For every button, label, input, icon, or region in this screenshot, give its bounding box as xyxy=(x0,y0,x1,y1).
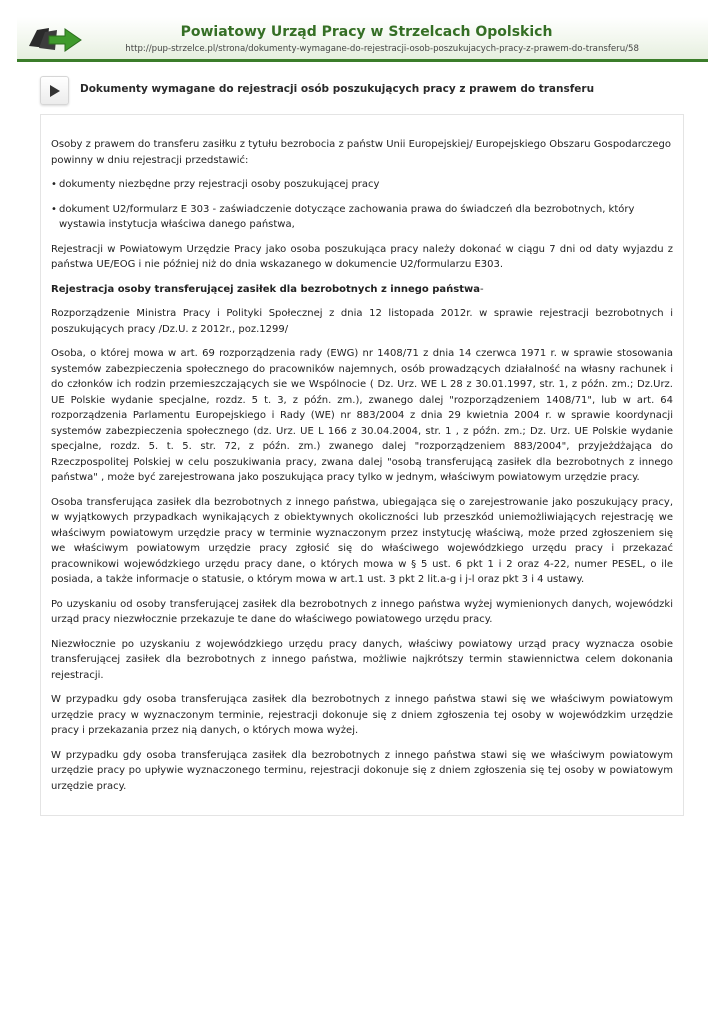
person-paragraph: Osoba, o której mowa w art. 69 rozporządzenia rady (EWG) nr 1408/71 z dnia 14 czerwca 1971 r. w sprawie stosowania systemów zabezpieczenia społecznego do pracowników najemnych, osób prowadzących działalność na własny rachunek i do członków ich rodzin przemieszczających sie we Wspólnocie ( Dz. Urz. WE L 28 z 30.01.1997, str. 1, z późn. zm.; Dz.Urz. UE Polskie wydanie specjalne, rozdz. 5 t. 3, z późn. zm.), zwanego dalej "rozporządzeniem 1408/71", lub w art. 64 rozporządzenia Parlamentu Europejskiego i Rady (WE) nr 883/2004 z dnia 29 kwietnia 2004 r. w sprawie koordynacji systemów zabezpieczenia społecznego (dz. Urz. UE L 166 z 30.04.2004, str. 1 , z późn. zm.; Dz. Urz. UE Polskie wydanie specjalne, rozdz. 5. t. 5. str. 72, z późn. zm.) zwanego dalej "rozporządzeniem 883/2004", przyjeżdżająca do Rzeczpospolitej Polskiej w celu poszukiwania pracy, zwana dalej "osobą transferującą zasiłek dla bezrobotnych z innego państwa" , może być zarejestrowana jako poszukująca pracy tylko w jednym, właściwym powiatowym urzędzie pracy. xyxy=(51,348,673,483)
bullet-icon: • xyxy=(51,179,57,190)
list-item-text: dokumenty niezbędne przy rejestracji osoby poszukującej pracy xyxy=(59,179,380,190)
section-heading-text: Rejestracja osoby transferującej zasiłek dla bezrobotnych z innego państwa xyxy=(51,283,480,295)
deadline-paragraph: Niezwłocznie po uzyskaniu z wojewódzkiego urzędu pracy danych, właściwy powiatowy urząd pracy wyznacza osobie transferującej zasiłek dla bezrobotnych z innego państwa, możliwie najkrótszy termin stawiennictwa celem dokonania rejestracji. xyxy=(51,638,673,681)
on-time-paragraph: W przypadku gdy osoba transferująca zasiłek dla bezrobotnych z innego państwa stawi się we właściwym powiatowym urzędzie pracy w wyznaczonym terminie, rejestracji dokonuje się z dniem zgłoszenia tej osoby w wojewódzkim urzędzie pracy i przekazania przez nią danych, o których mowa wyżej. xyxy=(51,694,673,736)
list-item xyxy=(51,177,673,193)
section-heading-suffix: - xyxy=(479,283,484,295)
site-header xyxy=(17,17,708,62)
list-item-text: dokument U2/formularz E 303 - zaświadczenie dotyczące zachowania prawa do świadczeń dla bezrobotnych, który wystawia instytucja właściwa danego państwa, xyxy=(59,203,635,230)
article-content xyxy=(40,114,684,816)
documents-list xyxy=(51,177,673,233)
page-title: Dokumenty wymagane do rejestracji osób poszukujących pracy z prawem do transferu xyxy=(80,83,595,95)
intro-paragraph: Osoby z prawem do transferu zasiłku z tytułu bezrobocia z państw Unii Europejskiej/ Europejskiego Obszaru Gospodarczego powinny w dniu rejestracji przedstawić: xyxy=(51,139,672,166)
registration-paragraph: Rejestracji w Powiatowym Urzędzie Pracy jako osoba poszukująca pracy należy dokonać w ciągu 7 dni od daty wyjazdu z państwa UE/EOG i nie później niż do dnia wskazanego w dokumencie U2/formularzu E303. xyxy=(51,243,673,270)
exceptional-cases-paragraph: Osoba transferująca zasiłek dla bezrobotnych z innego państwa, ubiegająca się o zarejestrowanie jako poszukujący pracy, w wyjątkowych przypadkach wynikających z obiektywnych okoliczności lub przeszkód uniemożliwiających rejestrację we właściwym powiatowym urzędzie pracy w terminie wyznaczonym przez instytucję właściwą, może przed zgłoszeniem się we właściwym powiatowym urzędzie pracy zgłosić się do właściwego wojewódzkiego urzędu pracy i przekazać pracownikowi wojewódzkiego urzędu pracy dane, o których mowa w § 5 ust. 6 pkt 1 i 2 oraz 4-22, numer PESEL, o ile posiada, a także informacje o statusie, o którym mowa w art.1 ust. 3 pkt 2 lit.a-g i j-l oraz pkt 3 i 4 ustawy. xyxy=(51,496,673,585)
pup-logo-icon[interactable] xyxy=(27,24,83,54)
voivodeship-office-paragraph: Po uzyskaniu od osoby transferującej zasiłek dla bezrobotnych z innego państwa wyżej wymienionych danych, wojewódzki urząd pracy niezwłocznie przekazuje te dane do właściwego powiatowego urzędu pracy. xyxy=(51,598,673,625)
page-title-bar xyxy=(40,76,684,106)
heading-arrow-button[interactable] xyxy=(40,76,69,105)
bullet-icon: • xyxy=(51,203,57,215)
arrow-right-icon xyxy=(49,84,61,98)
page-url[interactable]: http://pup-strzelce.pl/strona/dokumenty-wymagane-do-rejestracji-osob-poszukujacych-pracy-z-prawem-do-transferu/58 xyxy=(125,44,639,54)
list-item xyxy=(51,202,673,233)
site-title: Powiatowy Urząd Pracy w Strzelcach Opolskich xyxy=(180,24,553,40)
regulation-paragraph: Rozporządzenie Ministra Pracy i Polityki Społecznej z dnia 12 listopada 2012r. w sprawie rejestracji bezrobotnych i poszukujących pracy /Dz.U. z 2012r., poz.1299/ xyxy=(51,308,673,335)
late-arrival-paragraph: W przypadku gdy osoba transferująca zasiłek dla bezrobotnych z innego państwa stawi się we właściwym powiatowym urzędzie pracy po upływie wyznaczonego terminu, rejestracji dokonuje się z dniem zgłoszenia się tej osoby w powiatowym urzędzie pracy. xyxy=(51,749,673,792)
section-heading xyxy=(51,282,673,298)
